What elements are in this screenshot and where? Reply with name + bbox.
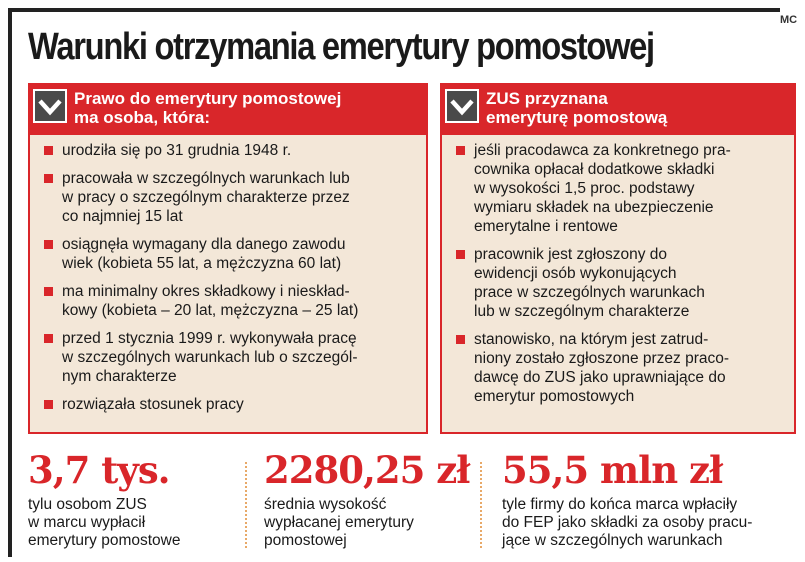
item-line: wiek (kobieta 55 lat, a mężczyzna 60 lat) — [62, 255, 342, 272]
bullet-square-icon — [44, 334, 53, 343]
bullet-square-icon — [456, 250, 465, 259]
stat-value: 55,5 mln zł — [502, 448, 723, 492]
list-item — [30, 282, 426, 320]
item-line: jeśli pracodawca za konkretnego pra- — [474, 142, 731, 159]
stat-value: 2280,25 zł — [264, 448, 470, 492]
panel-title-line: ma osoba, która: — [74, 108, 211, 127]
bullet-square-icon — [44, 146, 53, 155]
chevron-down-icon — [33, 89, 67, 123]
frame-top-rule — [8, 8, 780, 12]
stat-desc-line: tylu osobom ZUS — [28, 496, 147, 513]
stat-average-amount — [264, 448, 469, 550]
bullet-square-icon — [44, 287, 53, 296]
zus-criteria-panel — [440, 83, 796, 434]
item-line: wymiaru składek na ubezpieczenie — [474, 199, 714, 216]
zus-criteria-panel-header — [440, 83, 796, 135]
panel-title-line: ZUS przyznana — [486, 89, 608, 108]
frame-left-rule — [8, 8, 12, 557]
bullet-square-icon — [456, 335, 465, 344]
item-line: w wysokości 1,5 proc. podstawy — [474, 180, 695, 197]
list-item — [442, 330, 794, 406]
bullet-square-icon — [456, 146, 465, 155]
bullet-square-icon — [44, 174, 53, 183]
item-line: prace w szczególnych warunkach — [474, 284, 705, 301]
item-line: niony zostało zgłoszone przez praco- — [474, 350, 730, 367]
list-item — [30, 395, 426, 414]
item-line: w pracy o szczególnym charakterze przez — [62, 189, 350, 206]
item-line: osiągnęła wymagany dla danego zawodu — [62, 236, 346, 253]
eligibility-panel — [28, 83, 428, 434]
zus-criteria-panel-title — [486, 89, 667, 127]
list-item — [442, 245, 794, 321]
stat-desc-line: średnia wysokość — [264, 496, 387, 513]
stat-description — [264, 496, 469, 550]
item-line: cownika opłacał dodatkowe składki — [474, 161, 715, 178]
stat-pensioners — [28, 448, 180, 550]
stat-desc-line: jące w szczególnych warunkach — [502, 532, 723, 549]
stat-description — [28, 496, 180, 550]
item-line: ewidencji osób wykonujących — [474, 265, 677, 282]
eligibility-list — [30, 135, 426, 414]
list-item — [30, 329, 426, 386]
panel-title-line: emeryturę pomostową — [486, 108, 668, 127]
stat-description — [502, 496, 752, 550]
item-line: przed 1 stycznia 1999 r. wykonywała pracę — [62, 330, 357, 347]
stat-desc-line: w marcu wypłacił — [28, 514, 146, 531]
stat-divider — [245, 462, 247, 548]
stat-desc-line: emerytury pomostowe — [28, 532, 181, 549]
item-line: pracownik jest zgłoszony do — [474, 246, 667, 263]
item-line: kowy (kobieta – 20 lat, mężczyzna – 25 lat) — [62, 302, 359, 319]
item-line: nym charakterze — [62, 368, 177, 385]
item-line: w szczególnych warunkach lub o szczegól- — [62, 349, 358, 366]
bullet-square-icon — [44, 240, 53, 249]
item-line: ma minimalny okres składkowy i nieskład- — [62, 283, 350, 300]
item-line: pracowała w szczególnych warunkach lub — [62, 170, 350, 187]
infographic-title: Warunki otrzymania emerytury pomostowej — [28, 26, 654, 68]
stat-desc-line: pomostowej — [264, 532, 347, 549]
item-line: emerytur pomostowych — [474, 388, 635, 405]
list-item — [30, 141, 426, 160]
stat-divider — [480, 462, 482, 548]
stat-fep-contributions — [502, 448, 752, 550]
list-item — [442, 141, 794, 236]
eligibility-panel-header — [28, 83, 428, 135]
bullet-square-icon — [44, 400, 53, 409]
author-initials: MC — [780, 14, 798, 26]
stat-desc-line: do FEP jako składki za osoby pracu- — [502, 514, 753, 531]
item-line: lub w szczególnym charakterze — [474, 303, 690, 320]
stat-desc-line: wypłacanej emerytury — [264, 514, 414, 531]
list-item — [30, 235, 426, 273]
eligibility-panel-title — [74, 89, 341, 127]
item-line: urodziła się po 31 grudnia 1948 r. — [62, 142, 292, 159]
item-line: stanowisko, na którym jest zatrud- — [474, 331, 709, 348]
stat-value: 3,7 tys. — [28, 448, 170, 492]
item-line: rozwiązała stosunek pracy — [62, 396, 244, 413]
stat-desc-line: tyle firmy do końca marca wpłaciły — [502, 496, 738, 513]
item-line: dawcę do ZUS jako uprawniające do — [474, 369, 726, 386]
chevron-down-icon — [445, 89, 479, 123]
item-line: emerytalne i rentowe — [474, 218, 618, 235]
item-line: co najmniej 15 lat — [62, 208, 183, 225]
list-item — [30, 169, 426, 226]
zus-criteria-list — [442, 135, 794, 406]
panel-title-line: Prawo do emerytury pomostowej — [74, 89, 342, 108]
